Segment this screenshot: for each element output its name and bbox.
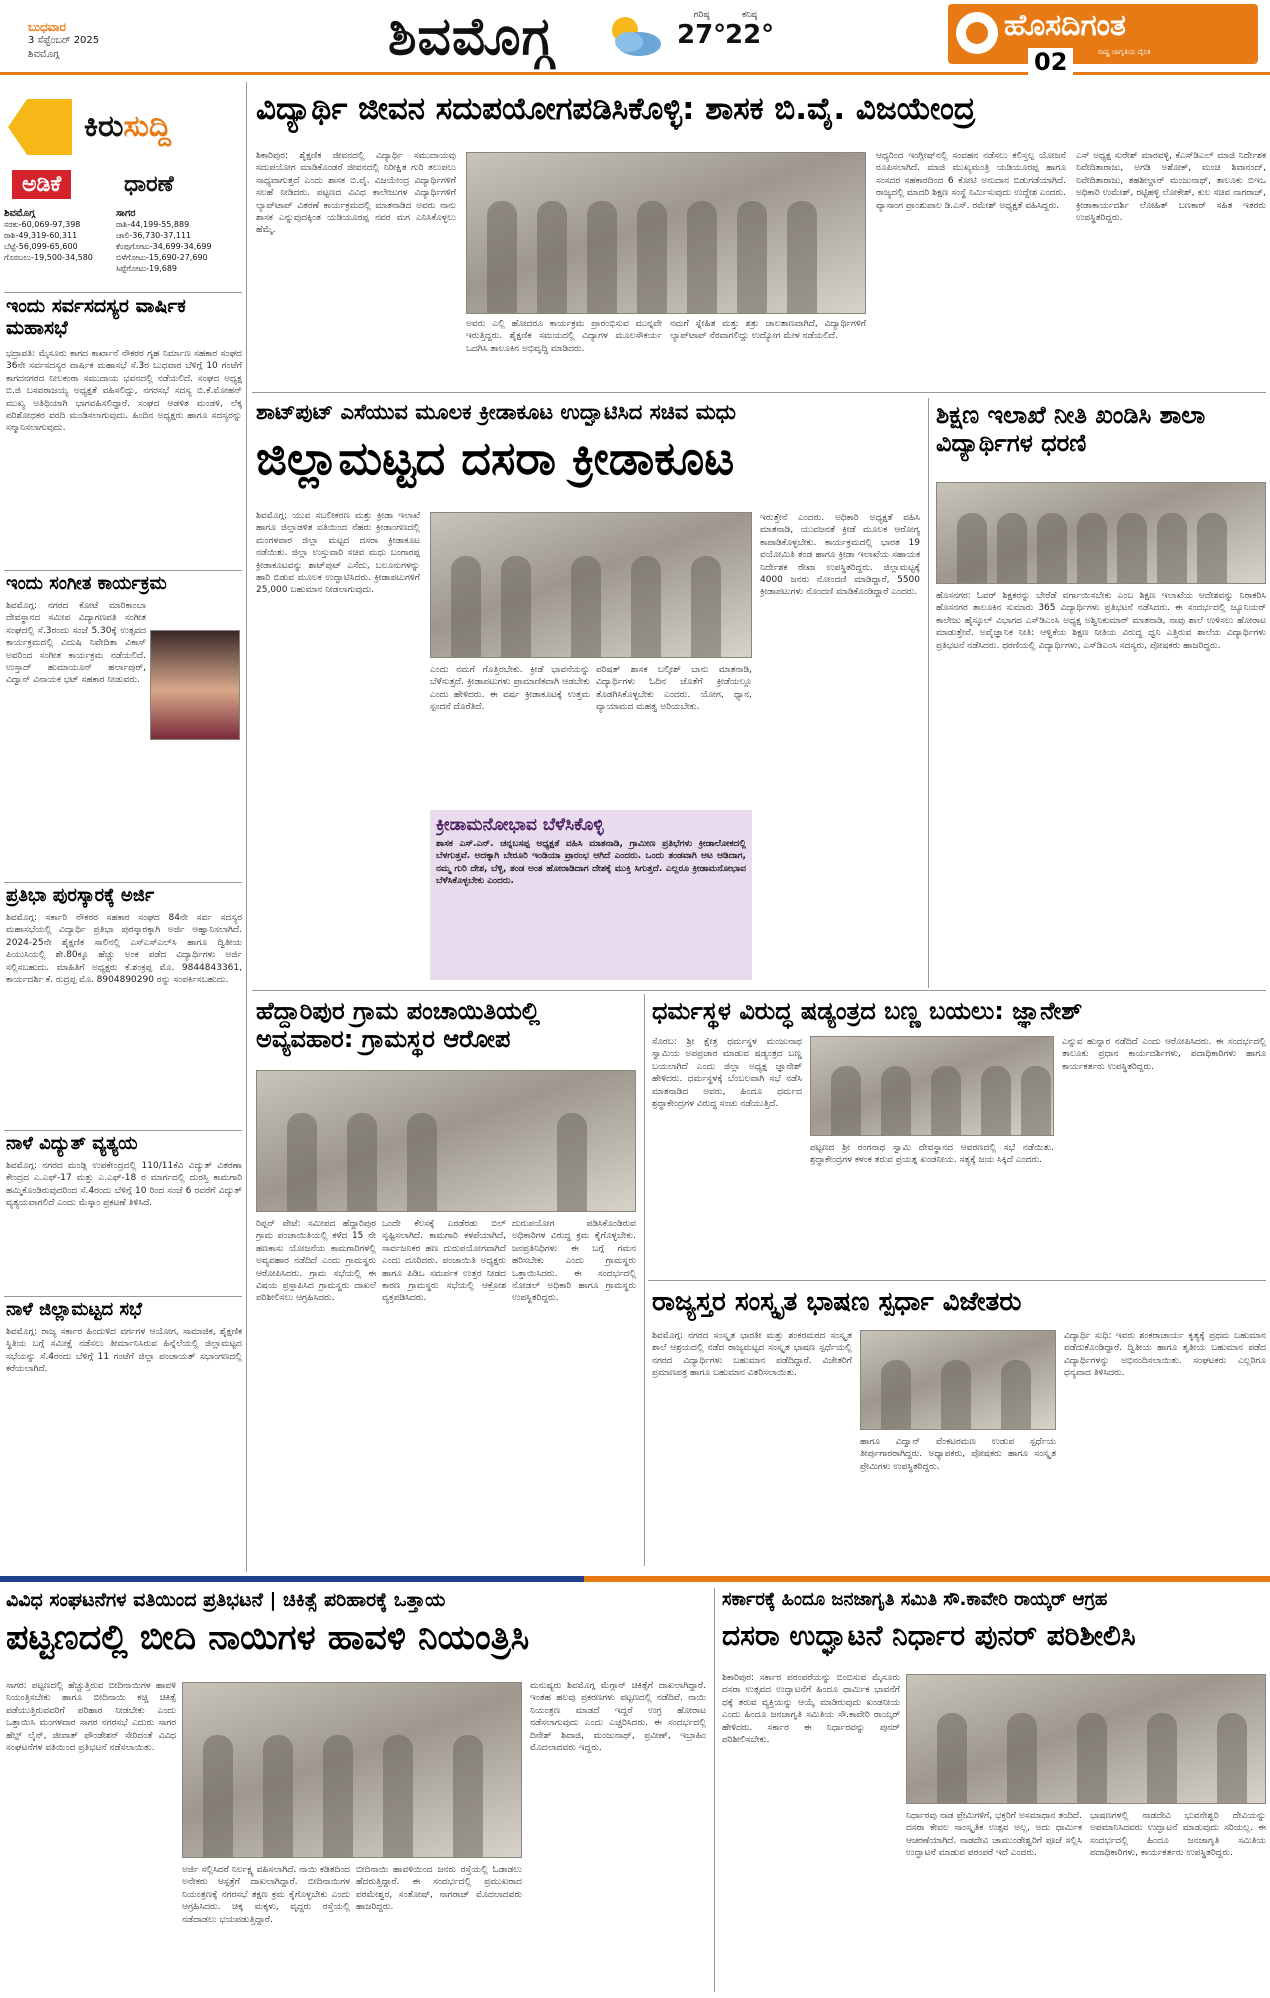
dasara-body-col1: ಶಿವಮೊಗ್ಗ: ಯುವ ಸಬಲೀಕರಣ ಮತ್ತು ಕ್ರೀಡಾ ಇಲಾಖೆ ಹಾಗೂ ಜಿಲ್ಲಾಡಳಿತ ವತಿಯಿಂದ ನೆಹರು ಕ್ರೀಡಾಂಗಣದಲ್ಲಿ ಮಂಗಳವಾರ ಜಿಲ್ಲಾ ಮಟ್ಟದ ದಸರಾ ಕ್ರೀಡಾಕೂಟ ನಡೆಯಿತು. ಜಿಲ್ಲಾ ಉಸ್ತುವಾರಿ ಸಚಿವ ಮಧು ಬಂಗಾರಪ್ಪ ಕ್ರೀಡಾಕೂಟವನ್ನು ಶಾಟ್‌ಪುಟ್ ಎಸೆದು, ಬಲೂನುಗಳನ್ನು ಹಾರಿ ಬಿಡುವ ಮೂಲಕ ಉದ್ಘಾಟಿಸಿದರು. ಕ್ರೀಡಾಪಟುಗಳಿಗೆ 25,000 ಬಹುಮಾನ ನೀಡಲಾಗುವುದು. [256, 511, 420, 596]
rates-sagara: ಸಾಗರ ರಾಶಿ-44,199-55,889 ಚಾಲಿ-36,730-37,111 ಕೆಂಪುಗೋಟು-34,699-34,699 ಬಿಳೆಗೋಟು-15,690-27,690 ಸಿಪ್ಪೆಗೋಟು-19,689 [116, 208, 212, 273]
briefs-title: ಕಿರುಸುದ್ದಿ [84, 109, 172, 144]
date: 3 ಸೆಪ್ಟೆಂಬರ್ 2025 [28, 35, 100, 46]
student-protest-photo [936, 482, 1266, 584]
panchayat-headline: ಹೆದ್ದಾರಿಪುರ ಗ್ರಾಮ ಪಂಚಾಯಿತಿಯಲ್ಲಿ ಅವ್ಯವಹಾರ: ಗ್ರಾಮಸ್ಥರ ಆರೋಪ [256, 998, 540, 1053]
dogs-body-col3: ಬೀದಿನಾಯಿ ಹಾವಳಿಯಿಂದ ಜನರು ರಸ್ತೆಯಲ್ಲಿ ಓಡಾಡಲು ಹೆದರುತ್ತಿದ್ದಾರೆ. ಈ ಸಂದರ್ಭದಲ್ಲಿ ಪ್ರಮುಖರಾದ ಪರಮೇಶ್ವರ, ಸಂತೋಷ್, ನಾಗರಾಜ್ ಮೊದಲಾದವರು ಹಾಜರಿದ್ದರು. [356, 1865, 522, 1913]
panchayat-body-col2: ಒಂದೇ ಕೆಲಸಕ್ಕೆ ಎರಡೆರಡು ಬಿಲ್ ಸೃಷ್ಟಿಸಲಾಗಿದೆ. ಕಾಮಗಾರಿ ಕಳಪೆಯಾಗಿದೆ, ಸಾರ್ವಜನಿಕರ ಹಣ ದುರುಪಯೋಗವಾಗಿದೆ ಎಂದು ದೂರಿದರು. ಪಂಚಾಯಿತಿ ಅಧ್ಯಕ್ಷರು ಹಾಗೂ ಪಿಡಿಒ ಸಮರ್ಪಕ ಉತ್ತರ ನೀಡದ ಕಾರಣ ಗ್ರಾಮಸ್ಥರು ಸಭೆಯಲ್ಲಿ ಆಕ್ರೋಶ ವ್ಯಕ್ತಪಡಿಸಿದರು. [382, 1219, 506, 1304]
brand-tagline: ರಾಷ್ಟ್ರ ಜಾಗೃತಿಯ ದೈನಿಕ [1098, 48, 1151, 56]
lead-body-col1: ಶಿಕಾರಿಪುರ: ಶೈಕ್ಷಣಿಕ ಜೀವನದಲ್ಲಿ ವಿದ್ಯಾರ್ಥಿ ಸಮುದಾಯವು ಸದುಪಯೋಗ ಮಾಡಿಕೊಂಡರೆ ಜೀವನದಲ್ಲಿ ನಿರೀಕ್ಷಿತ ಗುರಿ ತಲುಪಲು ಸಾಧ್ಯವಾಗುತ್ತದೆ ಎಂದು ಶಾಸಕ ಬಿ.ವೈ. ವಿಜಯೇಂದ್ರ ವಿದ್ಯಾರ್ಥಿಗಳಿಗೆ ಸಲಹೆ ನೀಡಿದರು. ಪಟ್ಟಣದ ವಿವಿಧ ಕಾಲೇಜುಗಳ ವಿದ್ಯಾರ್ಥಿಗಳಿಗೆ ಲ್ಯಾಪ್‌ಟಾಪ್ ವಿತರಣೆ ಕಾರ್ಯಕ್ರಮದಲ್ಲಿ ಮಾತನಾಡಿದ ಅವರು ನಾನು ಶಾಸಕ ಎನ್ನುವುದಕ್ಕಿಂತ ಯಡಿಯೂರಪ್ಪ ನವರ ಮಗ ಎನಿಸಿಕೊಳ್ಳಲು ಹೆಮ್ಮೆ. [256, 151, 456, 236]
column-divider [246, 82, 247, 1572]
hjs-press-meet-photo [906, 1674, 1266, 1804]
brief-headline: ನಾಳೆ ವಿದ್ಯುತ್ ವ್ಯತ್ಯಯ [6, 1134, 138, 1154]
dogs-protest-photo [182, 1682, 522, 1858]
dasara-decision-body-col3: ಭಾಷಣಗಳಲ್ಲಿ ನಾಡದೇವಿ ಭುವನೇಶ್ವರಿ ದೇವಿಯನ್ನು ಅಪಮಾನಿಸಿದವರು ಉದ್ಘಾಟನೆ ಮಾಡುವುದು ಸರಿಯಲ್ಲ. ಈ ಸಂದರ್ಭದಲ್ಲಿ ಹಿಂದೂ ಜನಜಾಗೃತಿ ಸಮಿತಿಯ ಪದಾಧಿಕಾರಿಗಳು, ಕಾರ್ಯಕರ್ತರು ಉಪಸ್ಥಿತರಿದ್ದರು. [1090, 1811, 1266, 1859]
sanskrit-body-col2: ಹಾಗೂ ವಿದ್ವಾನ್ ವೆಂಕಟರಮಣ ಉಡುಪ ಸ್ಪರ್ಧೆಯ ತೀರ್ಪುಗಾರರಾಗಿದ್ದರು. ಅಧ್ಯಾಪಕರು, ಪೋಷಕರು ಹಾಗೂ ಸಂಸ್ಕೃತ ಪ್ರೇಮಿಗಳು ಉಪಸ್ಥಿತರಿದ್ದರು. [860, 1437, 1056, 1472]
newspaper-logo [948, 4, 1258, 64]
weekday: ಬುಧವಾರ [28, 20, 66, 34]
edition-title: ಶಿವಮೊಗ್ಗ [388, 6, 554, 67]
dateline [28, 20, 99, 62]
gram-sabha-photo [256, 1070, 636, 1212]
sanskrit-headline: ರಾಜ್ಯಸ್ತರ ಸಂಸ್ಕೃತ ಭಾಷಣ ಸ್ಪರ್ಧಾ ವಿಜೇತರು [652, 1288, 1022, 1317]
panchayat-body-col1: ರಿಪ್ಪನ್ ಪೇಟೆ: ಸಮೀಪದ ಹೆದ್ದಾರಿಪುರ ಗ್ರಾಮ ಪಂಚಾಯಿತಿಯಲ್ಲಿ ಕಳೆದ 15 ನೇ ಹಣಕಾಸು ಯೋಜನೆಯ ಕಾಮಗಾರಿಗಳಲ್ಲಿ ಅವ್ಯವಹಾರ ನಡೆದಿದೆ ಎಂದು ಗ್ರಾಮಸ್ಥರು ಆರೋಪಿಸಿದರು. ಗ್ರಾಮ ಸಭೆಯಲ್ಲಿ ಈ ವಿಷಯ ಪ್ರಸ್ತಾಪಿಸಿದ ಗ್ರಾಮಸ್ಥರು ದಾಖಲೆ ಪರಿಶೀಲಿಸಲು ಆಗ್ರಹಿಸಿದರು. [256, 1219, 376, 1304]
dasara-body-col2: ಎಂದು ನಮಗೆ ಗೊತ್ತಿರಬೇಕು. ಕ್ರೀಡೆ ಭಾವನೆಯನ್ನು ಬೆಳೆಸುತ್ತದೆ. ಕ್ರೀಡಾಪಟುಗಳು ಪ್ರಾಮಾಣಿಕವಾಗಿ ಆಡಬೇಕು ಎಂದು ಹೇಳಿದರು. ಈ ವರ್ಷ ಕ್ರೀಡಾಕೂಟಕ್ಕೆ ಉತ್ತಮ ಸ್ಪಂದನೆ ದೊರೆತಿದೆ. [430, 665, 590, 713]
dasara-body-col3: ಪರಿಷತ್ ಶಾಸಕ ಬಲ್ಕೀಶ್ ಬಾನು ಮಾತನಾಡಿ, ವಿದ್ಯಾರ್ಥಿಗಳು ಓದಿನ ಜೊತೆಗೆ ಕ್ರೀಡೆಯಲ್ಲೂ ತೊಡಗಿಸಿಕೊಳ್ಳಬೇಕು ಎಂದರು. ಯೋಗ, ಧ್ಯಾನ, ವ್ಯಾಯಾಮದ ಮಹತ್ವ ಅರಿಯಬೇಕು. [596, 665, 752, 713]
brand-name: ಹೊಸದಿಗಂತ [1004, 8, 1126, 43]
brief-body: ಭದ್ರಾವತಿ: ಮೈಸೂರು ಕಾಗದ ಕಾರ್ಖಾನೆ ನೌಕರರ ಗೃಹ ನಿರ್ಮಾಣ ಸಹಕಾರ ಸಂಘದ 36ನೇ ಸರ್ವಸದಸ್ಯರ ವಾರ್ಷಿಕ ಮಹಾಸಭೆ ಸೆ.3ರ ಬುಧವಾರ ಬೆಳಿಗ್ಗೆ 10 ಗಂಟೆಗೆ ಕಾಗದನಗರದ ನೀಲಕಂಠಾ ಸಮುದಾಯ ಭವನದಲ್ಲಿ ನಡೆಯಲಿದೆ. ಸಂಘದ ಅಧ್ಯಕ್ಷ ಬಿ.ಜಿ ಬಸವರಾಜಯ್ಯ ಅಧ್ಯಕ್ಷತೆ ವಹಿಸಲಿದ್ದು, ನಗರಸಭೆ ಸದಸ್ಯ ಬಿ.ಕೆ.ಮೋಹನ್ ಮುಖ್ಯ ಅತಿಥಿಯಾಗಿ ಭಾಗವಹಿಸಲಿದ್ದಾರೆ. ಸಂಘದ ಆಡಳಿತ ಮಂಡಳಿ, ಲೆಕ್ಕ ಪರಿಶೋಧಕರ ವರದಿ ಮಂಡಿಸಲಾಗುವುದು. ಹಿಂದಿನ ಅಧ್ಯಕ್ಷರು ಹಾಗೂ ಸದಸ್ಯರನ್ನು ಸನ್ಮಾನಿಸಲಾಗುವುದು. [6, 349, 242, 434]
sanskrit-body-col1: ಶಿವಮೊಗ್ಗ: ನಗರದ ಸಂಸ್ಕೃತ ಭಾರತೀ ಮತ್ತು ಶಂಕರಮಠದ ಸಂಸ್ಕೃತ ಶಾಲೆ ಆಶ್ರಯದಲ್ಲಿ ನಡೆದ ರಾಜ್ಯಮಟ್ಟದ ಸಂಸ್ಕೃತ ಭಾಷಣ ಸ್ಪರ್ಧೆಯಲ್ಲಿ ನಗರದ ವಿದ್ಯಾರ್ಥಿಗಳು ಬಹುಮಾನ ಪಡೆದಿದ್ದಾರೆ. ವಿಜೇತರಿಗೆ ಪ್ರಮಾಣಪತ್ರ ಹಾಗೂ ಬಹುಮಾನ ವಿತರಿಸಲಾಯಿತು. [652, 1331, 852, 1379]
weather-widget [605, 8, 775, 66]
dasara-headline: ಜಿಲ್ಲಾಮಟ್ಟದ ದಸರಾ ಕ್ರೀಡಾಕೂಟ [256, 432, 735, 485]
sanskrit-winners-photo [860, 1330, 1056, 1430]
dogs-headline: ಪಟ್ಟಣದಲ್ಲಿ ಬೀದಿ ನಾಯಿಗಳ ಹಾವಳಿ ನಿಯಂತ್ರಿಸಿ [6, 1618, 530, 1658]
dogs-kicker: ವಿವಿಧ ಸಂಘಟನೆಗಳ ವತಿಯಿಂದ ಪ್ರತಿಭಟನೆ | ಚಿಕಿತ್ಸೆ ಪರಿಹಾರಕ್ಕೆ ಒತ್ತಾಯ [6, 1590, 446, 1611]
dasara-body-col4: ಇರುತ್ತೇನೆ ಎಂದರು. ಅಧಿಕಾರಿ ಅಧ್ಯಕ್ಷತೆ ವಹಿಸಿ ಮಾತನಾಡಿ, ಯುವಜನತೆ ಕ್ರೀಡೆ ಮೂಲಕ ಆರೋಗ್ಯ ಕಾಪಾಡಿಕೊಳ್ಳಬೇಕು. ಕಾರ್ಯಕ್ರಮದಲ್ಲಿ ಭಾರತ 19 ವಯೋಮಿತಿ ತಂಡ ಹಾಗೂ ಕ್ರೀಡಾ ಇಲಾಖೆಯ ಸಹಾಯಕ ನಿರ್ದೇಶಕ ರೇಖಾ ಉಪಸ್ಥಿತರಿದ್ದರು. ಜಿಲ್ಲಾಮಟ್ಟಕ್ಕೆ 4000 ಜನರು ನೋಂದಣಿ ಮಾಡಿದ್ದಾರೆ, 5500 ಕ್ರೀಡಾಪಟುಗಳು ನೊಂದಣಿ ಮಾಡಿಕೊಂಡಿದ್ದಾರೆ ಎಂದರು. [760, 513, 920, 598]
lead-body-col4: ಆಧ್ಯರಿಂದ ಇಂಗ್ಲೀಷ್‌ನಲ್ಲಿ ಸಂವಹನ ನಡೆಸಲು ಕಲಿಸ್ತಲ್ಪ ಯೋಜನೆ ರೂಪಿಸಲಾಗಿದೆ. ಮಾಜಿ ಮುಖ್ಯಮಂತ್ರಿ ಯಡಿಯೂರಪ್ಪ ಹಾಗೂ ಸಂಸದರ ಸಹಕಾರದಿಂದ 6 ಕೋಟಿ ಅನುದಾನ ಬಿಡುಗಡೆಯಾಗಿದೆ. ರಾಜ್ಯದಲ್ಲಿ ಮಾದರಿ ಶಿಕ್ಷಣ ಸಂಸ್ಥೆ ನಿರ್ಮಿಸುವುದು ಉದ್ದೇಶ ಎಂದರು. ವ್ಯಾಸಾಂಗ ಪ್ರಾಂಶುಪಾಲ ಡಿ.ಎಸ್. ರಮೇಶ್ ಅಧ್ಯಕ್ಷತೆ ವಹಿಸಿದ್ದರು. [876, 151, 1066, 211]
lead-body-col5: ಎಸ್ ಅಧ್ಯಕ್ಷ ಸುರೇಶ್ ಮಾರವಳ್ಳಿ, ಕೆಎಸ್‌ಡಿಎಲ್ ಮಾಜಿ ನಿರ್ದೇಶಕ ನಿವೇದಿತಾರಾಜು, ಅಗಡಿ ಅಶೋಕ್, ಮಂಚಿ ಶಿವಾನಂದ್, ನಿವೇದಿತಾರಾಜು, ತಹಶೀಲ್ದಾರ್ ಮಂಜುನಾಥ್, ತಾಲೂಕು ಬಿಇಒ ಅಧಿಕಾರಿ ಉಮೇಶ್, ರಟ್ಟಿಹಳ್ಳಿ ಲೋಕೇಶ್, ಕುಲ ಸಚಿವ ನಾಗರಾಜ್, ಕ್ರೀಡಾಕಾರ್ಯದರ್ಶಿ ಲೋಹಿತ್ ಬಣಕಾರ್ ಸಹಿತ ಇತರರು ಉಪಸ್ಥಿತರಿದ್ದರು. [1076, 151, 1266, 224]
box-title: ಕ್ರೀಡಾಮನೋಭಾವ ಬೆಳೆಸಿಕೊಳ್ಳಿ [436, 816, 604, 835]
lead-body-col3: ನಮಗೆ ಸ್ನೇಹಿತ ಮತ್ತು ಶತ್ರು ಜಾಲತಾಣವಾಗಿದೆ, ವಿದ್ಯಾರ್ಥಿಗಳಿಗೆ ಲ್ಯಾಪ್‌ಟಾಪ್ ನೆರವಾಗಲಿದ್ದು ಉದ್ಯೋಗ ಮೇಳ ನಡೆಯಲಿದೆ. [670, 319, 866, 342]
dharmasthala-meeting-photo [810, 1036, 1054, 1136]
place: ಶಿವಮೊಗ್ಗ [28, 49, 60, 60]
brief-headline: ನಾಳೆ ಜಿಲ್ಲಾಮಟ್ಟದ ಸಭೆ [6, 1300, 143, 1320]
brief-headline: ಇಂದು ಸರ್ವಸದಸ್ಯರ ವಾರ್ಷಿಕ ಮಹಾಸಭೆ [6, 296, 186, 339]
briefs-header [4, 95, 244, 160]
dasara-decision-body-col1: ಶಿಕಾರಿಪುರ: ಸರ್ಕಾರ ಪರಂಪರೆಯನ್ನು ಬಿಂಬಿಸುವ ಮೈಸೂರು ದಸರಾ ಉತ್ಸವದ ಉದ್ಘಾಟನೆಗೆ ಹಿಂದೂ ಧಾರ್ಮಿಕ ಭಾವನೆಗೆ ಧಕ್ಕೆ ತರುವ ವ್ಯಕ್ತಿಯನ್ನು ಆಯ್ಕೆ ಮಾಡಿರುವುದು ಖಂಡನೀಯ ಎಂದು ಹಿಂದೂ ಜನಜಾಗೃತಿ ಸಮಿತಿಯ ಸೌ.ಕಾವೇರಿ ರಾಯ್ಕರ್ ಹೇಳಿದರು. ಸರ್ಕಾರ ಈ ನಿರ್ಧಾರವನ್ನು ಪುನರ್ ಪರಿಶೀಲಿಸಬೇಕು. [722, 1673, 900, 1746]
box-body: ಶಾಸಕ ಎಸ್.ಎನ್. ಚನ್ನಬಸಪ್ಪ ಅಧ್ಯಕ್ಷತೆ ವಹಿಸಿ ಮಾತನಾಡಿ, ಗ್ರಾಮೀಣ ಪ್ರತಿಭೆಗಳು ಕ್ರೀಡಾಲೋಕದಲ್ಲಿ ಬೆಳಗುತ್ತವೆ. ಅದಕ್ಕಾಗಿ ಬೇರೂರಿ ಇಂಡಿಯಾ ಪ್ರಾರಂಭ ಆಗಿದೆ ಎಂದರು. ಒಂದು ತಂಡವಾಗಿ ಆಟ ಆಡಿದಾಗ, ನಮ್ಮ ಗುರಿ ದೇಶ, ಬೆಳ್ಳಿ, ತಂಡ ಅಂತ ಹೋರಾಡಿದಾಗ ದೇಶಕ್ಕೆ ಮುಕ್ತಿ ಸಿಗುತ್ತದೆ. ಎಲ್ಲರೂ ಕ್ರೀಡಾಮನೋಭಾವ ಬೆಳೆಸಿಕೊಳ್ಳಬೇಕು ಎಂದರು. [436, 839, 746, 887]
panchayat-body-col3: ದುರುಪಯೋಗ ಪಡಿಸಿಕೊಂಡಿರುವ ಅಧಿಕಾರಿಗಳ ವಿರುದ್ಧ ಕ್ರಮ ಕೈಗೊಳ್ಳಬೇಕು. ಜನಪ್ರತಿನಿಧಿಗಳು ಈ ಬಗ್ಗೆ ಗಮನ ಹರಿಸಬೇಕು ಎಂದು ಗ್ರಾಮಸ್ಥರು ಒತ್ತಾಯಿಸಿದರು. ಈ ಸಂದರ್ಭದಲ್ಲಿ ನೋಡಲ್ ಅಧಿಕಾರಿ ಹಾಗೂ ಗ್ರಾಮಸ್ಥರು ಉಪಸ್ಥಿತರಿದ್ದರು. [512, 1219, 636, 1304]
lead-headline: ವಿದ್ಯಾರ್ಥಿ ಜೀವನ ಸದುಪಯೋಗಪಡಿಸಿಕೊಳ್ಳಿ: ಶಾಸಕ ಬಿ.ವೈ. ವಿಜಯೇಂದ್ರ [256, 92, 976, 127]
min-temp-block: ಕನಿಷ್ಠ 22° [725, 10, 775, 50]
rates-shivamogga: ಶಿವಮೊಗ್ಗ ಸರಕು-60,069-97,398 ರಾಶಿ-49,319-60,311 ಬೆಟ್ಟೆ-56,099-65,600 ಗೊರಬಲು-19,500-34,580 [4, 208, 93, 262]
dogs-body-col4: ಮನುಷ್ಯರು ಶಿವಮೊಗ್ಗ ಮೆಗ್ಗಾನ್ ಚಿಕಿತ್ಸೆಗೆ ದಾಖಲಾಗಿದ್ದಾರೆ. ಇಂತಹ ಹಲವು ಪ್ರಕರಣಗಳು ಪಟ್ಟಣದಲ್ಲಿ ನಡೆದಿವೆ. ನಾಯಿ ನಿಯಂತ್ರಣ ಮಾಡದೆ ಇದ್ದರೆ ಉಗ್ರ ಹೋರಾಟ ನಡೆಸಲಾಗುವುದು ಎಂದು ಎಚ್ಚರಿಸಿದರು. ಈ ಸಂದರ್ಭದಲ್ಲಿ ದಿನೇಶ್ ಶಿವಾಜಿ, ಮಂಜುನಾಥ್, ಪ್ರವೀಣ್, ಇಬ್ರಾಹಿಂ ಮೊದಲಾದವರು ಇದ್ದರು. [530, 1681, 706, 1754]
dasara-decision-kicker: ಸರ್ಕಾರಕ್ಕೆ ಹಿಂದೂ ಜನಜಾಗೃತಿ ಸಮಿತಿ ಸೌ.ಕಾವೇರಿ ರಾಯ್ಕರ್ ಆಗ್ರಹ [722, 1590, 1108, 1610]
sanskrit-body-col3: ವಿದ್ಯಾರ್ಥಿ ಸುಧಿ: ಇವರು ಶಂಕರಾಚಾರ್ಯ ಕೃತ್ಯಕ್ಕೆ ಪ್ರಥಮ ಬಹುಮಾನ ಪಡೆದುಕೊಂಡಿದ್ದಾರೆ. ದ್ವಿತೀಯ ಹಾಗೂ ತೃತೀಯ ಬಹುಮಾನ ಪಡೆದ ವಿದ್ಯಾರ್ಥಿಗಳನ್ನು ಅಭಿನಂದಿಸಲಾಯಿತು. ಸಂಘಟಕರು ಎಲ್ಲರಿಗೂ ಧನ್ಯವಾದ ತಿಳಿಸಿದರು. [1064, 1331, 1266, 1379]
brief-body: ಶಿವಮೊಗ್ಗ: ನಗರದ ಕೋಟೆ ಮಾರಿಕಾಂಬಾ ದೇವಸ್ಥಾನದ ಸಮೀಪ ವಿದ್ಯಾಗಣಪತಿ ಸಂಗೀತ ಸಂಘದಲ್ಲಿ ಸೆ.3ರಂದು ಸಂಜೆ 5.30ಕ್ಕೆ ಉತ್ಸವದ ಕಾರ್ಯಕ್ರಮದಲ್ಲಿ ವಿದುಷಿ ನಿವೇದಿತಾ ವಿಕಾಸ್ ಅವರಿಂದ ಸಂಗೀತ ಕಾರ್ಯಕ್ರಮ ನಡೆಯಲಿದೆ. ಉಸ್ತಾದ್ ಹುಮಾಯೂನ್ ಹರ್ಲಾಪುರ್, ವಿದ್ವಾನ್ ವಿನಾಯಕ ಭಟ್ ಸಹಕಾರ ನೀಡುವರು. [6, 601, 146, 686]
max-temp-block: ಗರಿಷ್ಠ 27° [677, 10, 727, 50]
dharmasthala-body-col2: ಪಟ್ಟಣದ ಶ್ರೀ ರಂಗನಾಥ ಸ್ವಾಮಿ ದೇವಸ್ಥಾನದ ಆವರಣದಲ್ಲಿ ಸಭೆ ನಡೆಯಿತು. ಶ್ರದ್ಧಾಕೇಂದ್ರಗಳ ಕಳಂಕ ತರುವ ಪ್ರಯತ್ನ ಖಂಡನೀಯ. ಸತ್ಯಕ್ಕೆ ಜಯ ಸಿಕ್ಕಿದೆ ಎಂದರು. [810, 1143, 1054, 1166]
masthead [0, 0, 1270, 75]
dasara-kicker: ಶಾಟ್‌ಪುಟ್ ಎಸೆಯುವ ಮೂಲಕ ಕ್ರೀಡಾಕೂಟ ಉದ್ಘಾಟಿಸಿದ ಸಚಿವ ಮಧು [256, 400, 736, 424]
brief-headline: ಪ್ರತಿಭಾ ಪುರಸ್ಕಾರಕ್ಕೆ ಅರ್ಜಿ [6, 886, 155, 906]
lead-body-col2: ಅವರು ಎಲ್ಲಿ ಹೋದರೂ ಕಾರ್ಯಕ್ರಮ ಪ್ರಾರಂಭಿಸುವ ಮುನ್ನವೇ ಇರುತ್ತಿದ್ದರು. ಶೈಕ್ಷಣಿಕ ಸಮಯದಲ್ಲಿ ವಿದ್ಯಾಗಳ ಮೂಲಸೌಕರ್ಯ ಒದಗಿಸಿ ತಾಲೂಕಿನ ಅಭಿವೃದ್ಧಿ ಮಾಡಿದರು. [466, 319, 662, 354]
singer-portrait [150, 630, 240, 740]
dasara-decision-headline: ದಸರಾ ಉದ್ಘಾಟನೆ ನಿರ್ಧಾರ ಪುನರ್ ಪರಿಶೀಲಿಸಿ [722, 1620, 1136, 1652]
protest-body: ಹೊಸನಗರ: ಓವರ್ ಶಿಕ್ಷಕರನ್ನು ಬೇರೆಡೆ ವರ್ಗಾಯಿಸಬೇಕು ಎಂಬ ಶಿಕ್ಷಣ ಇಲಾಖೆಯ ಆದೇಶವನ್ನು ನಿರಾಕರಿಸಿ ಹೊಸನಗರ ತಾಲೂಕಿನ ಸುಮಾರು 365 ವಿದ್ಯಾರ್ಥಿಗಳು ಪ್ರತಿಭಟನೆ ನಡೆಸಿದರು. ಈ ಸಂದರ್ಭದಲ್ಲಿ ಜ್ಯೂನಿಯರ್ ಕಾಲೇಜು ಹೈಸ್ಕೂಲ್ ವಿಭಾಗದ ಎಸ್‌ಡಿಎಂಸಿ ಅಧ್ಯಕ್ಷ ಅಶ್ವಿನಿಕುಮಾರ್ ಮಾತನಾಡಿ, ನಾವು ಶಾಲೆ ಉಳಿಸಲು ಹೋರಾಟ ಮಾಡುತ್ತೇವೆ. ಅವೈಜ್ಞಾನಿಕ ನೀತಿ: ಆಳ್ವಿಕೆಯ ಶಿಕ್ಷಣ ನೀತಿಯ ವಿರುದ್ಧ ಧ್ವನಿ ಎತ್ತಿರುವ ಶಾಲೆಯ ವಿದ್ಯಾರ್ಥಿಗಳು ಪ್ರತಿಭಟನೆ ನಡೆಸಿದರು. ಧರಣಿಯಲ್ಲಿ ವಿದ್ಯಾರ್ಥಿಗಳು, ಎಸ್‌ಡಿಎಂಸಿ ಸದಸ್ಯರು, ಪೋಷಕರು ಹಾಜರಿದ್ದರು. [936, 591, 1266, 651]
dogs-body-col2: ಅರ್ಜಿ ಸಲ್ಲಿಸಿದರೆ ನಿರ್ಲಕ್ಷ್ಯ ವಹಿಸಲಾಗಿದೆ. ನಾಯಿ ಕಡಿತದಿಂದ ಅನೇಕರು ಆಸ್ಪತ್ರೆಗೆ ದಾಖಲಾಗಿದ್ದಾರೆ. ಬೀದಿನಾಯಿಗಳ ನಿಯಂತ್ರಣಕ್ಕೆ ನಗರಸಭೆ ತಕ್ಷಣ ಕ್ರಮ ಕೈಗೊಳ್ಳಬೇಕು ಎಂದು ಆಗ್ರಹಿಸಿದರು. ಚಿಕ್ಕ ಮಕ್ಕಳು, ವೃದ್ಧರು ರಸ್ತೆಯಲ್ಲಿ ನಡೆದಾಡಲು ಭಯಪಡುತ್ತಿದ್ದಾರೆ. [182, 1865, 350, 1925]
brief-body: ಶಿವಮೊಗ್ಗ: ಸರ್ಕಾರಿ ನೌಕರರ ಸಹಕಾರ ಸಂಘದ 84ನೇ ಸರ್ವ ಸದಸ್ಯರ ಮಹಾಸಭೆಯಲ್ಲಿ ವಿದ್ಯಾರ್ಥಿ ಪ್ರತಿಭಾ ಪುರಸ್ಕಾರಕ್ಕಾಗಿ ಅರ್ಜಿ ಆಹ್ವಾನಿಸಲಾಗಿದೆ. 2024-25ನೇ ಶೈಕ್ಷಣಿಕ ಸಾಲಿನಲ್ಲಿ ಎಸ್‌ಎಸ್‌ಎಲ್‌ಸಿ ಹಾಗೂ ದ್ವಿತೀಯ ಪಿಯುಸಿಯಲ್ಲಿ ಶೇ.80ಕ್ಕೂ ಹೆಚ್ಚು ಅಂಕ ಪಡೆದ ವಿದ್ಯಾರ್ಥಿಗಳು ಅರ್ಜಿ ಸಲ್ಲಿಸಬಹುದು. ಮಾಹಿತಿಗೆ ಅಧ್ಯಕ್ಷರು ಕೆ.ಶಂಕ್ರಪ್ಪ ಮೊ. 9844843361, ಕಾರ್ಯದರ್ಶಿ ಕೆ. ರುದ್ರಪ್ಪ ಮೊ. 8904890290 ರನ್ನು ಸಂಪರ್ಕಿಸಬಹುದು. [6, 913, 242, 986]
laptop-distribution-photo [466, 152, 866, 314]
partly-cloudy-icon [605, 14, 665, 58]
dharmasthala-body-col1: ಸೊರಬ: ಶ್ರೀ ಕ್ಷೇತ್ರ ಧರ್ಮಸ್ಥಳ ಮಂಜುನಾಥ ಸ್ವಾಮಿಯ ಅಪಪ್ರಚಾರ ಮಾಡುವ ಷಡ್ಯಂತ್ರದ ಬಣ್ಣ ಬಯಲಾಗಿದೆ ಎಂದು ಜಿಲ್ಲಾ ಅಧ್ಯಕ್ಷ ಜ್ಞಾನೇಶ್ ಹೇಳಿದರು. ಧರ್ಮಸ್ಥಳಕ್ಕೆ ಬೆಂಬಲವಾಗಿ ಸಭೆ ನಡೆಸಿ ಮಾತನಾಡಿದ ಅವರು, ಹಿಂದೂ ಧರ್ಮದ ಶ್ರದ್ಧಾಕೇಂದ್ರಗಳ ವಿರುದ್ಧ ಸಂಚು ನಡೆಯುತ್ತಿದೆ. [652, 1037, 802, 1110]
protest-headline: ಶಿಕ್ಷಣ ಇಲಾಖೆ ನೀತಿ ಖಂಡಿಸಿ ಶಾಲಾ ವಿದ್ಯಾರ್ಥಿಗಳ ಧರಣಿ [936, 402, 1206, 457]
page-number: 02 [1028, 48, 1073, 76]
brief-body: ಶಿವಮೊಗ್ಗ: ರಾಜ್ಯ ಸರ್ಕಾರ ಹಿಂದುಳಿದ ವರ್ಗಗಳ ಆಯೋಗ, ಸಾಮಾಜಿಕ, ಶೈಕ್ಷಣಿಕ ಸ್ಥಿತಿಯ ಬಗ್ಗೆ ಸಮೀಕ್ಷೆ ನಡೆಸಲು ತೀರ್ಮಾನಿಸಿರುವ ಹಿನ್ನೆಲೆಯಲ್ಲಿ ಜಿಲ್ಲಾಮಟ್ಟದ ಸಭೆಯನ್ನು ಸೆ.4ರಂದು ಬೆಳಿಗ್ಗೆ 11 ಗಂಟೆಗೆ ಜಿಲ್ಲಾ ಪಂಚಾಯತ್ ಸಭಾಂಗಣದಲ್ಲಿ ಕರೆಯಲಾಗಿದೆ. [6, 1327, 242, 1375]
dasara-inauguration-photo [430, 512, 752, 658]
emblem-icon [956, 12, 998, 54]
section-divider-bar [0, 1576, 1270, 1582]
brief-headline: ಇಂದು ಸಂಗೀತ ಕಾರ್ಯಕ್ರಮ [6, 574, 167, 594]
brief-body: ಶಿವಮೊಗ್ಗ: ನಗರದ ಮಂಡ್ಲಿ ಉಪಕೇಂದ್ರದಲ್ಲಿ 110/11ಕೆವಿ ವಿದ್ಯುತ್ ವಿತರಣಾ ಕೇಂದ್ರದ ಎ.ಎಫ್-17 ಮತ್ತು ಎ.ಎಫ್-18 ರ ಮಾರ್ಗದಲ್ಲಿ ದುರಸ್ತಿ ಕಾಮಗಾರಿ ಹಮ್ಮಿಕೊಂಡಿರುವುದರಿಂದ ಸೆ.4ರಂದು ಬೆಳಿಗ್ಗೆ 10 ರಿಂದ ಸಂಜೆ 6 ರವರೆಗೆ ವಿದ್ಯುತ್ ವ್ಯತ್ಯಯವಾಗಲಿದೆ ಎಂದು ಮೆಸ್ಕಾಂ ಪ್ರಕಟಣೆ ತಿಳಿಸಿದೆ. [6, 1161, 242, 1209]
arecanut-rates [4, 208, 244, 288]
sportsmanship-box [430, 810, 752, 980]
arecanut-rates-header: ಅಡಿಕೆ ಧಾರಣೆ [12, 170, 232, 206]
dharmasthala-headline: ಧರ್ಮಸ್ಥಳ ವಿರುದ್ಧ ಷಡ್ಯಂತ್ರದ ಬಣ್ಣ ಬಯಲು: ಜ್ಞಾನೇಶ್ [652, 998, 1083, 1025]
dogs-body-col1: ಸಾಗರ: ಪಟ್ಟಣದಲ್ಲಿ ಹೆಚ್ಚುತ್ತಿರುವ ಬೀದಿನಾಯಿಗಳ ಹಾವಳಿ ನಿಯಂತ್ರಿಸಬೇಕು ಹಾಗೂ ಬೀದಿನಾಯಿ ಕಚ್ಚಿ ಚಿಕಿತ್ಸೆ ಪಡೆಯುತ್ತಿರುವವರಿಗೆ ಪರಿಹಾರ ನೀಡಬೇಕು ಎಂದು ಒತ್ತಾಯಿಸಿ ಮಂಗಳವಾರ ಸಾಗರ ನಗರಸಭೆ ಎದುರು ಸಾಗರ ಹೆಲ್ಪ್ ಲೈನ್, ಜೀವಾತ್ ಫೌಂಡೇಶನ್ ಸೇರಿದಂತೆ ವಿವಿಧ ಸಂಘಟನೆಗಳ ವತಿಯಿಂದ ಪ್ರತಿಭಟನೆ ನಡೆಸಲಾಯಿತು. [6, 1681, 176, 1754]
dharmasthala-body-col3: ಎನ್ನುವ ಹುನ್ನಾರ ನಡೆದಿದೆ ಎಂದು ಆರೋಪಿಸಿದರು. ಈ ಸಂದರ್ಭದಲ್ಲಿ ತಾಲೂಕು ಪ್ರಧಾನ ಕಾರ್ಯದರ್ಶಿಗಳು, ಪದಾಧಿಕಾರಿಗಳು ಹಾಗೂ ಕಾರ್ಯಕರ್ತರು ಉಪಸ್ಥಿತರಿದ್ದರು. [1062, 1037, 1266, 1072]
dasara-decision-body-col2: ನಿರ್ಧಾರವು ನಾಡ ಪ್ರೇಮಿಗಳಿಗೆ, ಭಕ್ತರಿಗೆ ಅಸಮಾಧಾನ ತಂದಿದೆ. ದಸರಾ ಕೇವಲ ಸಾಂಸ್ಕೃತಿಕ ಉತ್ಸವ ಅಲ್ಲ, ಅದು ಧಾರ್ಮಿಕ ಆಚರಣೆಯಾಗಿದೆ. ನಾಡದೇವಿ ಚಾಮುಂಡೇಶ್ವರಿಗೆ ಪೂಜೆ ಸಲ್ಲಿಸಿ ಉದ್ಘಾಟನೆ ಮಾಡುವ ಪರಂಪರೆ ಇದೆ ಎಂದರು. [906, 1811, 1082, 1859]
hand-pointer-icon [8, 99, 72, 155]
